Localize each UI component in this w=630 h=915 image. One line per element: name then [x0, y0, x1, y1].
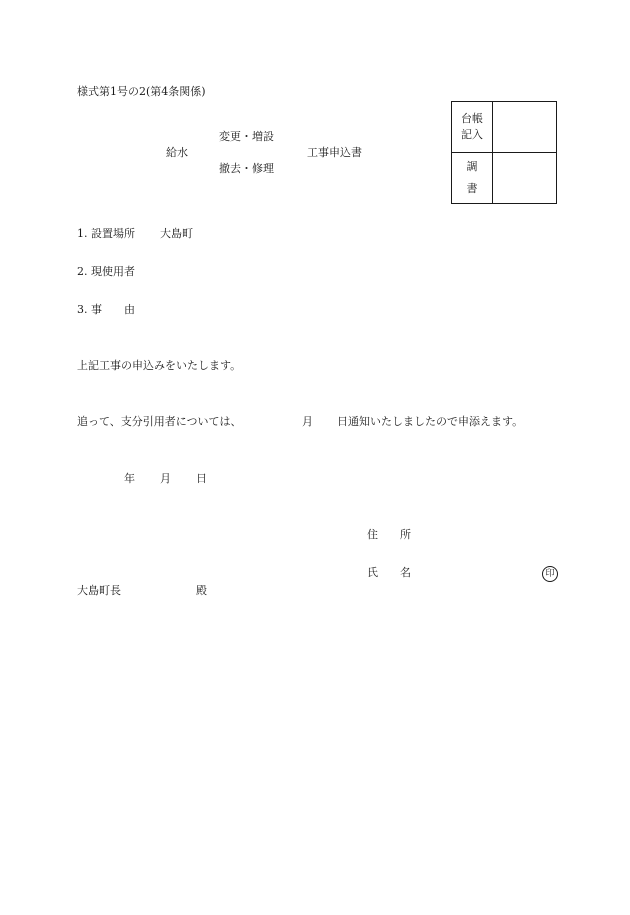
notice-text-before: 追って、支分引用者については、 — [77, 415, 242, 428]
form-number: 様式第1号の2(第4条関係) — [77, 85, 206, 98]
title-option-top: 変更・増設 — [219, 130, 274, 143]
date-day: 日 — [196, 472, 207, 485]
addressee-name: 大島町長 — [77, 584, 121, 597]
seal-mark: 印 — [542, 566, 558, 582]
addressee-honorific: 殿 — [196, 584, 207, 597]
install-place-label: 1. 設置場所 — [77, 227, 135, 240]
application-statement: 上記工事の申込みをいたします。 — [77, 359, 242, 372]
install-place-value: 大島町 — [160, 227, 193, 240]
current-user-label: 2. 現使用者 — [77, 265, 135, 278]
inspection-label — [452, 153, 493, 204]
ledger-check-box — [451, 101, 557, 204]
title-right: 工事申込書 — [307, 146, 362, 159]
ledger-label-line-1: 台帳 — [461, 112, 483, 125]
inspection-label-line-2: 書 — [466, 182, 478, 195]
title-left: 給水 — [166, 146, 188, 159]
date-month: 月 — [160, 472, 171, 485]
notice-text-after: 日通知いたしましたので申添えます。 — [337, 415, 524, 428]
title-option-bottom: 撤去・修理 — [219, 162, 274, 175]
inspection-label-line-1: 調 — [466, 160, 478, 173]
address-label: 住 所 — [367, 528, 411, 541]
reason-label: 3. 事 由 — [77, 303, 135, 316]
name-label: 氏 名 — [367, 566, 411, 579]
notice-month: 月 — [302, 415, 313, 428]
ledger-label-line-2: 記入 — [461, 128, 483, 141]
inspection-cell[interactable] — [493, 153, 557, 204]
date-year: 年 — [124, 472, 135, 485]
ledger-entry-label — [452, 102, 493, 153]
ledger-entry-cell[interactable] — [493, 102, 557, 153]
